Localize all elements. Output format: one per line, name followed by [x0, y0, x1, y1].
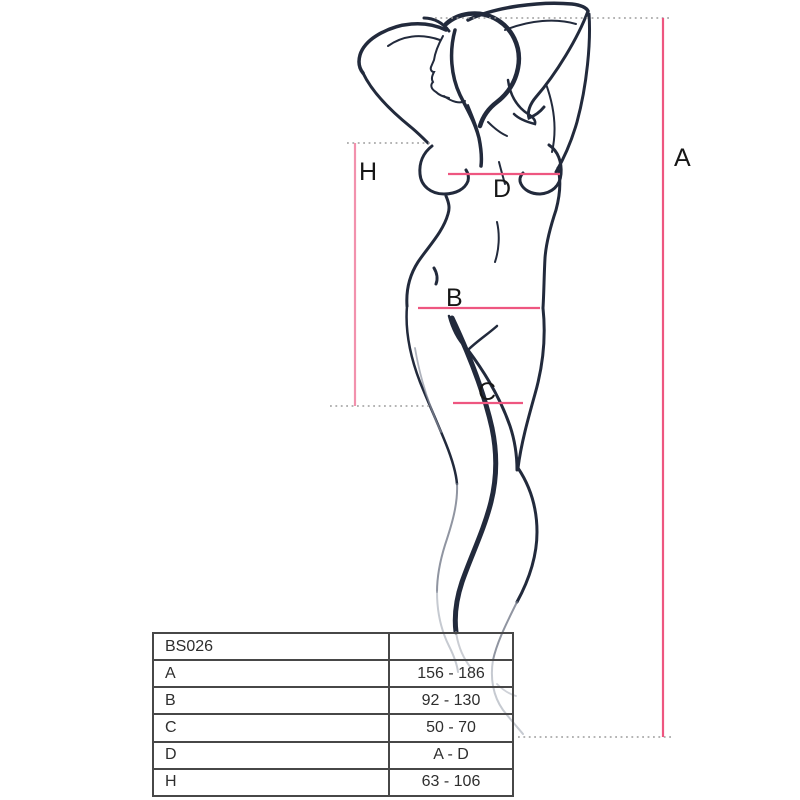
table-cell-value-h: 63 - 106 [389, 769, 513, 796]
size-table [152, 632, 514, 797]
measurement-lines [355, 18, 663, 737]
left-forearm-path [359, 24, 446, 73]
table-cell-value-a: 156 - 186 [389, 660, 513, 687]
table-row-d [153, 742, 513, 769]
woman-figure [359, 3, 590, 734]
front-thigh-fade-path [415, 348, 441, 432]
hair-top-path [446, 13, 519, 126]
table-row-b [153, 687, 513, 714]
table-row-c [153, 714, 513, 741]
left-forearm-inner-path [388, 36, 440, 46]
table-cell-value-d: A - D [389, 742, 513, 769]
measurement-label-b: B [446, 284, 463, 312]
table-cell-product-code: BS026 [153, 633, 389, 660]
measurement-label-c: C [478, 378, 497, 406]
front-thigh-outer-path [407, 306, 457, 484]
table-cell-value-b: 92 - 130 [389, 687, 513, 714]
right-breast-path [520, 145, 561, 194]
table-row-h [153, 769, 513, 796]
measurement-label-a: A [674, 144, 691, 172]
table-cell-label-b: B [153, 687, 389, 714]
front-leg-main-path [452, 318, 496, 632]
back-leg-outer-path [518, 308, 544, 468]
right-forearm-bottom-path [528, 11, 588, 118]
left-waist-hip-path [407, 196, 449, 306]
face-profile-path [431, 36, 449, 98]
table-row-header [153, 633, 513, 660]
front-shin-fade-path [437, 484, 457, 592]
table-cell-header-value [389, 633, 513, 660]
stomach-accent-path [495, 222, 499, 262]
bikini-right-path [468, 326, 497, 350]
neck-path [468, 105, 478, 132]
table-cell-label-c: C [153, 714, 389, 741]
table-cell-label-h: H [153, 769, 389, 796]
table-cell-label-a: A [153, 660, 389, 687]
left-upperarm-path [363, 73, 428, 143]
hair-front-path [452, 30, 482, 166]
navel-path [434, 268, 437, 284]
right-side-path [543, 168, 560, 308]
measurement-label-h: H [359, 158, 378, 186]
guide-dotted-lines [330, 18, 672, 737]
left-breast-path [420, 146, 469, 194]
right-upperarm-outer-path [556, 14, 590, 172]
back-calf-path [517, 468, 537, 602]
right-upperarm-inner-path [546, 84, 554, 152]
table-row-a [153, 660, 513, 687]
right-forearm-inner-path [505, 21, 576, 30]
measurement-label-d: D [493, 175, 512, 203]
table-cell-label-d: D [153, 742, 389, 769]
clavicle-accent-path [488, 122, 507, 136]
table-cell-value-c: 50 - 70 [389, 714, 513, 741]
